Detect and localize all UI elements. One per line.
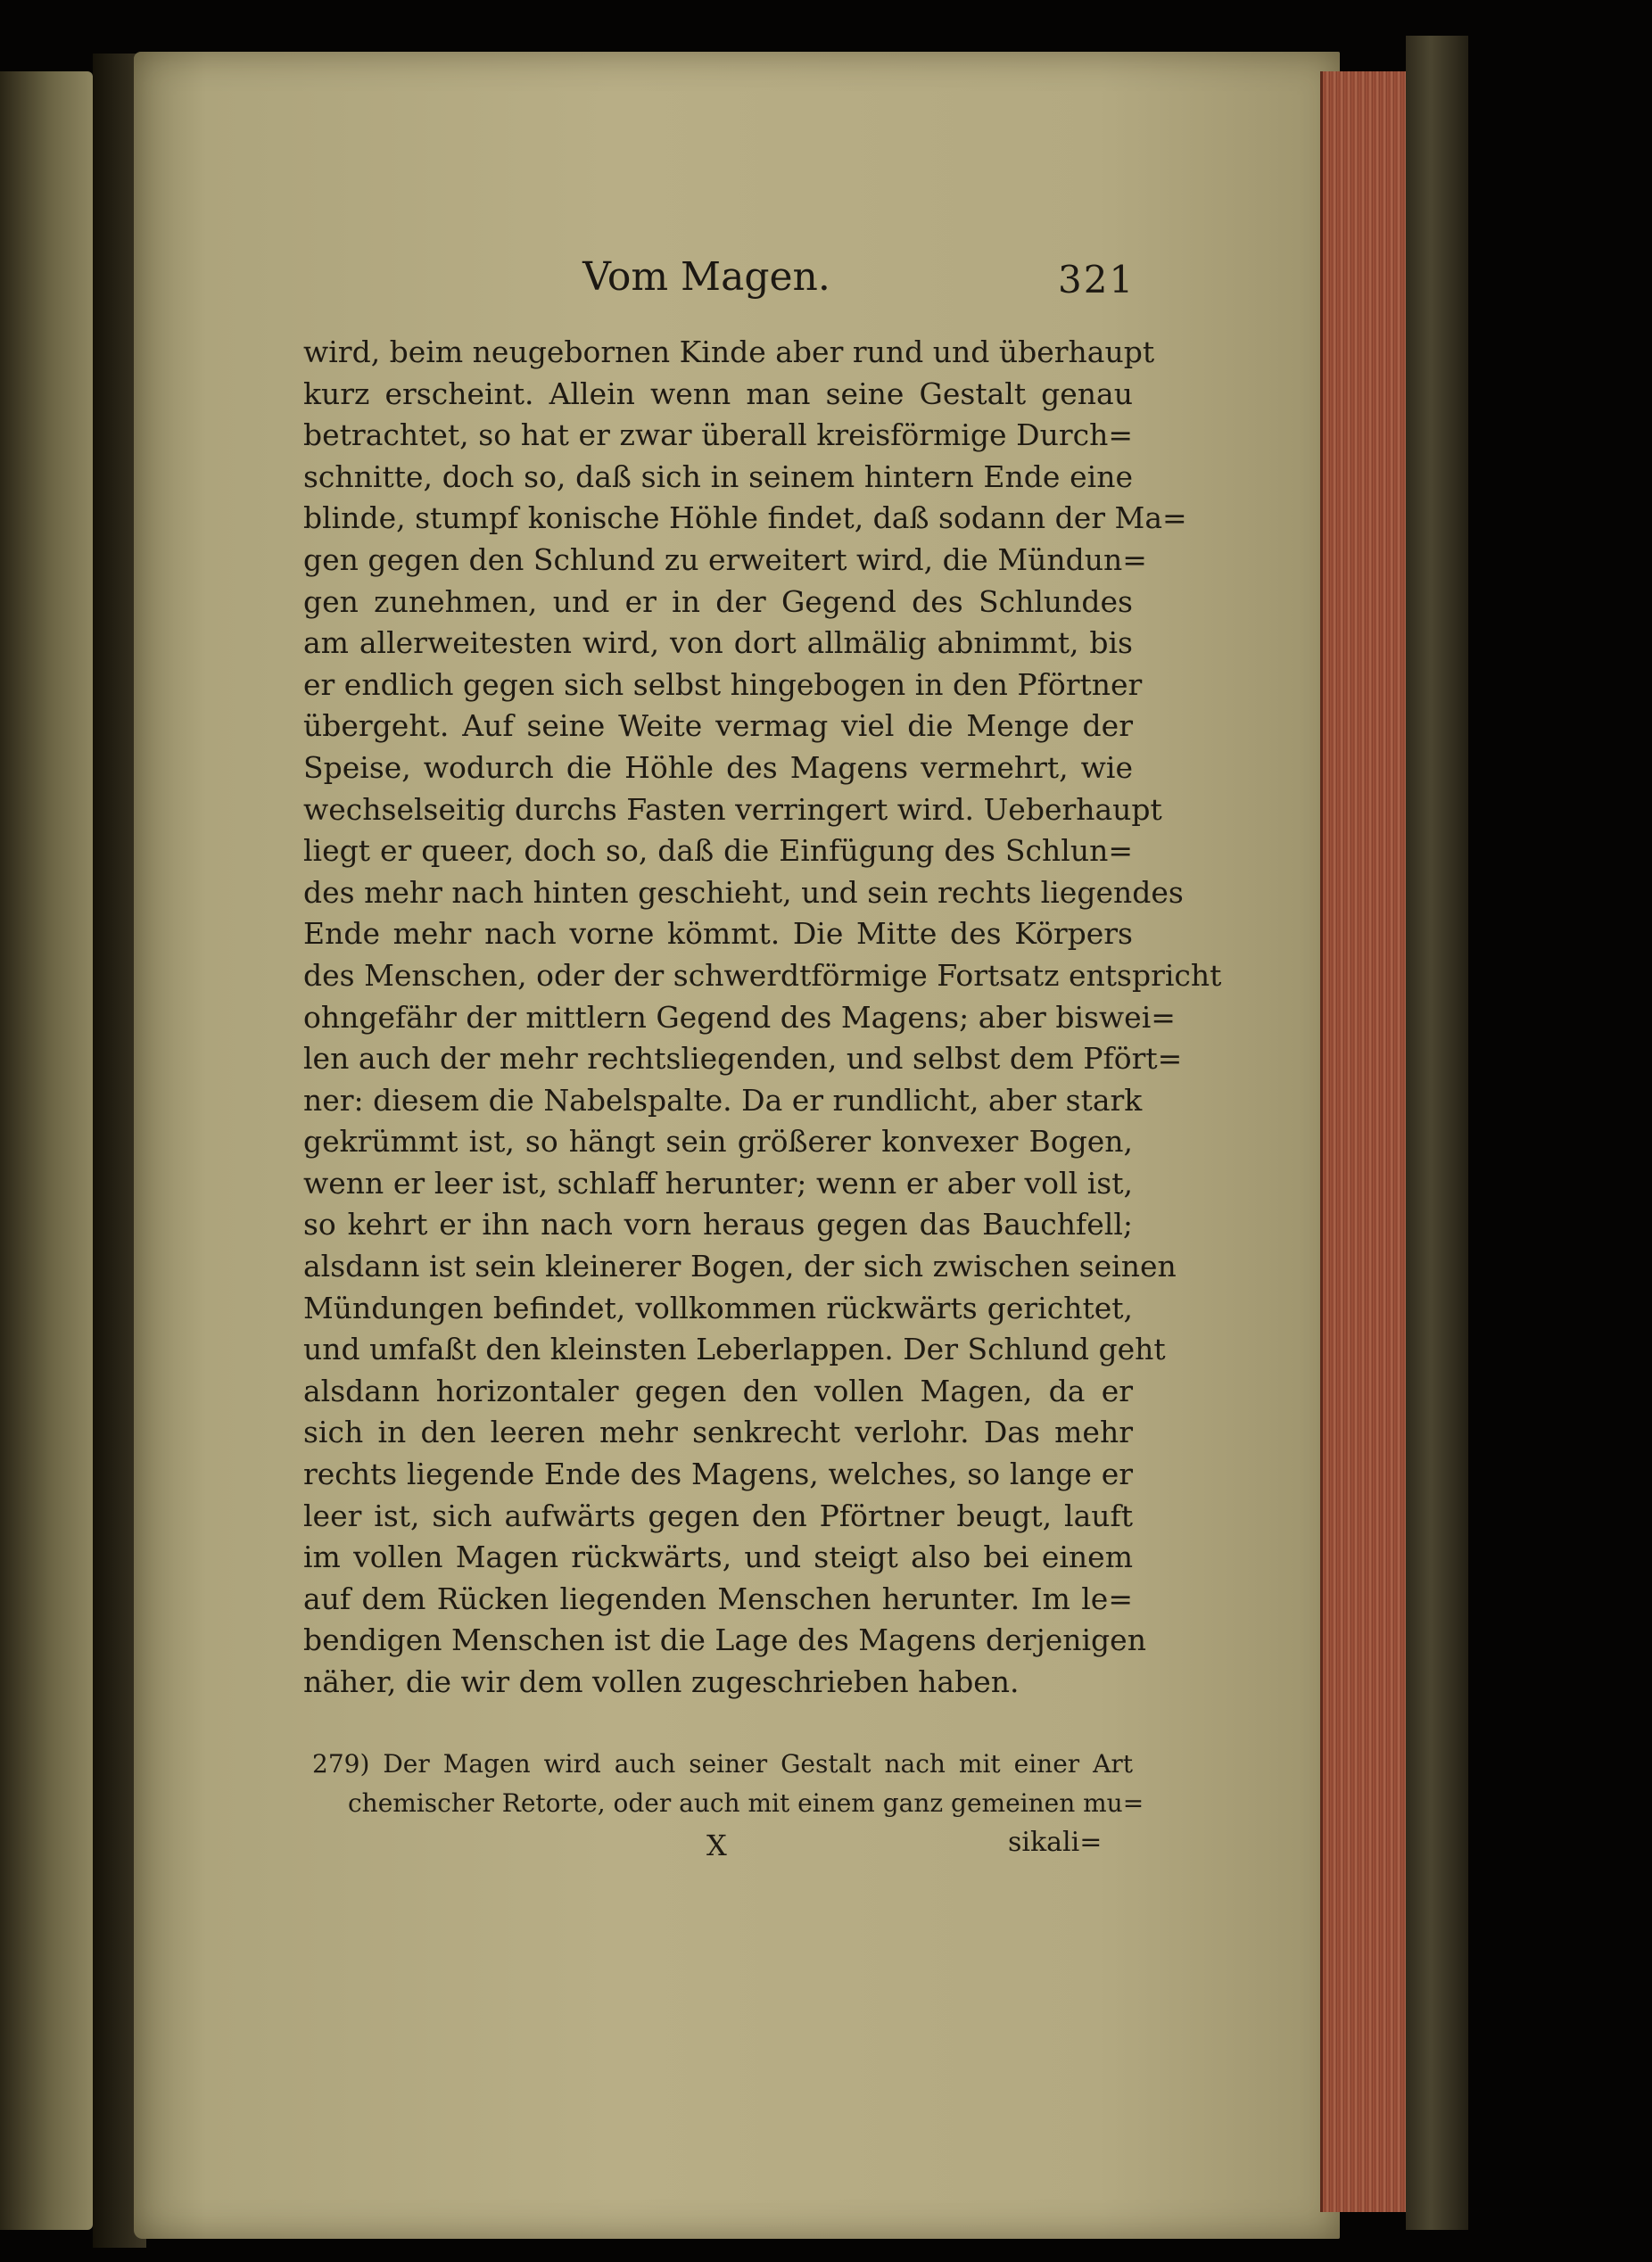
- text-line: sich in den leeren mehr senkrecht verlohr. Das mehr: [303, 1415, 1133, 1450]
- signature-mark: X: [706, 1829, 727, 1862]
- text-line: und umfaßt den kleinsten Leberlappen. Der Schlund geht: [303, 1332, 1166, 1367]
- text-line: so kehrt er ihn nach vorn heraus gegen das Bauchfell;: [303, 1207, 1133, 1242]
- running-head: [134, 254, 1340, 317]
- book-cover-edge: [1406, 36, 1468, 2230]
- text-line: Speise, wodurch die Höhle des Magens vermehrt, wie: [303, 749, 1133, 785]
- text-line: gen gegen den Schlund zu erweitert wird, die Mündun=: [303, 541, 1147, 577]
- text-line: leer ist, sich aufwärts gegen den Pförtner beugt, lauft: [303, 1498, 1133, 1533]
- text-line: ohngefähr der mittlern Gegend des Magens; aber biswei=: [303, 999, 1176, 1035]
- text-line: übergeht. Auf seine Weite vermag viel die Menge der: [303, 708, 1133, 744]
- facing-page-edge: [0, 71, 93, 2230]
- text-line: wenn er leer ist, schlaff herunter; wenn er aber voll ist,: [303, 1165, 1133, 1201]
- page-fore-edge: [1320, 71, 1408, 2212]
- text-line: blinde, stumpf konische Höhle findet, daß sodann der Ma=: [303, 500, 1187, 536]
- text-line: näher, die wir dem vollen zugeschrieben haben.: [303, 1664, 1020, 1699]
- text-line: rechts liegende Ende des Magens, welches, so lange er: [303, 1457, 1133, 1492]
- text-line: auf dem Rücken liegenden Menschen herunter. Im le=: [303, 1581, 1133, 1616]
- catchword: sikali=: [1008, 1827, 1103, 1858]
- text-line: des mehr nach hinten geschieht, und sein rechts liegendes: [303, 874, 1184, 910]
- text-line: bendigen Menschen ist die Lage des Magens derjenigen: [303, 1622, 1146, 1658]
- text-line: er endlich gegen sich selbst hingebogen in den Pförtner: [303, 666, 1143, 702]
- text-line: schnitte, doch so, daß sich in seinem hintern Ende eine: [303, 458, 1133, 494]
- body-text: [303, 332, 1222, 1704]
- text-line: am allerweitesten wird, von dort allmälig abnimmt, bis: [303, 625, 1133, 661]
- running-title: Vom Magen.: [582, 254, 830, 300]
- text-line: wird, beim neugebornen Kinde aber rund und überhaupt: [303, 334, 1155, 369]
- text-line: betrachtet, so hat er zwar überall kreisförmige Durch=: [303, 417, 1133, 453]
- text-line: len auch der mehr rechtsliegenden, und selbst dem Pfört=: [303, 1041, 1183, 1077]
- footnote-line: chemischer Retorte, oder auch mit einem ganz gemeinen mu=: [348, 1788, 1144, 1818]
- text-line: wechselseitig durchs Fasten verringert wird. Ueberhaupt: [303, 791, 1162, 827]
- text-line: ner: diesem die Nabelspalte. Da er rundlicht, aber stark: [303, 1082, 1143, 1118]
- text-line: des Menschen, oder der schwerdtförmige Fortsatz entspricht: [303, 957, 1222, 993]
- text-line: alsdann ist sein kleinerer Bogen, der sich zwischen seinen: [303, 1249, 1177, 1284]
- text-line: kurz erscheint. Allein wenn man seine Gestalt genau: [303, 376, 1133, 411]
- text-line: Mündungen befindet, vollkommen rückwärts gerichtet,: [303, 1290, 1133, 1325]
- text-line: gekrümmt ist, so hängt sein größerer konvexer Bogen,: [303, 1124, 1133, 1160]
- text-line: gen zunehmen, und er in der Gegend des Schlundes: [303, 583, 1133, 619]
- text-line: im vollen Magen rückwärts, und steigt also bei einem: [303, 1540, 1133, 1575]
- footnote-line: 279) Der Magen wird auch seiner Gestalt nach mit einer Art: [312, 1749, 1133, 1779]
- footnote: [312, 1745, 1144, 1823]
- page-number: 321: [1058, 258, 1136, 301]
- text-line: alsdann horizontaler gegen den vollen Magen, da er: [303, 1373, 1133, 1408]
- text-line: Ende mehr nach vorne kömmt. Die Mitte des Körpers: [303, 916, 1133, 952]
- text-line: liegt er queer, doch so, daß die Einfügung des Schlun=: [303, 833, 1133, 869]
